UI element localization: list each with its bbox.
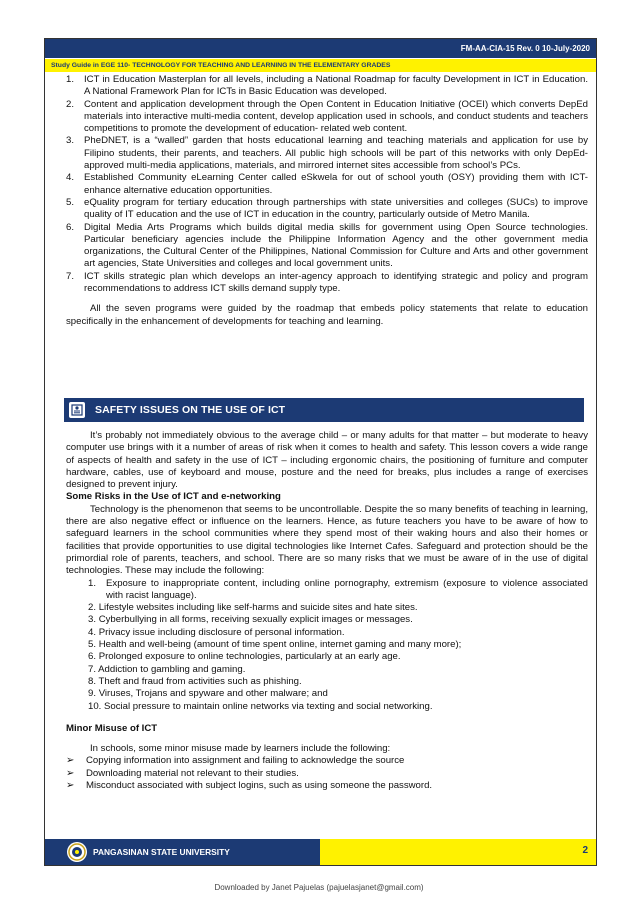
document-icon bbox=[69, 402, 85, 418]
list-item: 3. PheDNET, is a “walled” garden that hosts educational learning and teaching materials and application for use by Filipino students, their parents, and teachers. All public high schools will be part of this networks with only DepEd-approved multi-media applications, materials, and mirrored internet sites accessible from school’s PCs. bbox=[66, 135, 588, 172]
list-item: 9. Viruses, Trojans and spyware and other malware; and bbox=[88, 688, 328, 700]
list-item: 1. ICT in Education Masterplan for all levels, including a National Roadmap for faculty Development in ICT in Education. A National Framework Plan for ICTs in Basic Education was developed. bbox=[66, 74, 588, 98]
university-name: PANGASINAN STATE UNIVERSITY bbox=[93, 847, 230, 857]
list-item: ➢ Misconduct associated with subject logins, such as using someone the password. bbox=[66, 780, 433, 792]
list-item: 4. Established Community eLearning Center called eSkwela for out of school youth (OSY) providing them with ICT-enhance alternative education opportunities. bbox=[66, 172, 588, 196]
page-number: 2 bbox=[582, 845, 588, 856]
list-item: 3. Cyberbullying in all forms, receiving sexually explicit images or messages. bbox=[88, 614, 413, 626]
footer-left bbox=[45, 839, 320, 865]
university-seal-icon bbox=[67, 842, 87, 862]
programs-summary: All the seven programs were guided by the roadmap that embeds policy statements that relate to education specifically in the enhancement of developments for teaching and learning. bbox=[66, 303, 588, 327]
footer-right bbox=[320, 839, 596, 865]
list-item: 10. Social pressure to maintain online networks via texting and social networking. bbox=[88, 700, 433, 712]
section-header bbox=[64, 398, 584, 422]
risks-list bbox=[66, 578, 588, 713]
arrow-bullet-icon: ➢ bbox=[66, 780, 75, 792]
list-item: ➢ Copying information into assignment and failing to acknowledge the source bbox=[66, 755, 405, 767]
misuse-intro: In schools, some minor misuse made by learners include the following: bbox=[90, 743, 391, 755]
list-item: 7. ICT skills strategic plan which develops an inter-agency approach to identifying strategic and policy and program recommendations to address ICT skills demand supply type. bbox=[66, 270, 588, 295]
list-item: 5. Health and well-being (amount of time spent online, internet gaming and many more); bbox=[88, 639, 462, 651]
risks-intro: Technology is the phenomenon that seems to be uncontrollable. Despite the so many benefits of teaching in learning, there are also negative effect or influence on the learners. Hence, as future teachers you have to be aware of how to safeguard learners in the school communities where they spend most of their waking hours and also their homes or facilities that provide opportunities to use digital technologies like Internet Cafes. Safeguard and protection should be the primordial role of parents, teachers, and school. There are so many risks that we must be aware of in the use of digital technologies. These may include the following: bbox=[66, 503, 588, 577]
footer-bar bbox=[45, 839, 596, 865]
arrow-bullet-icon: ➢ bbox=[66, 767, 75, 779]
list-item: 7. Addiction to gambling and gaming. bbox=[88, 663, 246, 675]
programs-section bbox=[66, 74, 588, 328]
safety-intro: It’s probably not immediately obvious to the average child – or many adults for that matter – but moderate to heavy computer use brings with it a number of areas of risk when it comes to health and safety. This lesson covers a wide range of aspects of health and safety in the use of ICT – including ergonomic chairs, the positioning of furniture and computer hardware, cables, use of keyboard and mouse, posture and the need for breaks, plus includes a range of exercises designed to prevent injury. bbox=[66, 430, 588, 491]
list-item: 2. Content and application development through the Open Content in Education Initiative (OCEI) which converts DepEd materials into interactive multi-media content, develop application used in schools, and conduct students and teachers competitions to promote the development of education- related web content. bbox=[66, 98, 588, 135]
list-item: 6. Prolonged exposure to online technologies, particularly at an early age. bbox=[88, 651, 401, 663]
list-item: 2. Lifestyle websites including like self-harms and suicide sites and hate sites. bbox=[88, 602, 418, 614]
study-guide-title: Study Guide in EGE 110- TECHNOLOGY FOR TEACHING AND LEARNING IN THE ELEMENTARY GRADES bbox=[51, 62, 391, 69]
programs-list bbox=[66, 74, 588, 295]
section-title: SAFETY ISSUES ON THE USE OF ICT bbox=[95, 404, 286, 416]
form-code: FM-AA-CIA-15 Rev. 0 10-July-2020 bbox=[460, 44, 590, 53]
study-guide-bar bbox=[45, 59, 596, 72]
list-item: 8. Theft and fraud from activities such as phishing. bbox=[88, 675, 302, 687]
safety-section bbox=[66, 430, 588, 792]
risks-heading: Some Risks in the Use of ICT and e-networking bbox=[66, 491, 281, 503]
form-code-bar bbox=[45, 39, 596, 58]
list-item: 4. Privacy issue including disclosure of personal information. bbox=[88, 626, 345, 638]
download-note: Downloaded by Janet Pajuelas (pajuelasjanet@gmail.com) bbox=[214, 883, 424, 892]
list-item: 6. Digital Media Arts Programs which builds digital media skills for government using Open Source technologies. Particular beneficiary agencies include the Philippine Information Agency and the other government media organizations, the Cultural Center of the Philippines, National Commission for Culture and Arts and other government art agencies, State Universities and colleges and local government units. bbox=[66, 221, 588, 270]
list-item: 5. eQuality program for tertiary education through partnerships with state universities and colleges (SUCs) to improve quality of IT education and the use of ICT in education in the country, particularly outside of Metro Manila. bbox=[66, 196, 588, 221]
list-item: 1. Exposure to inappropriate content, including online pornography, extremism (exposure to violence associated with racist language). bbox=[88, 577, 588, 601]
arrow-bullet-icon: ➢ bbox=[66, 755, 75, 767]
list-item: ➢ Downloading material not relevant to their studies. bbox=[66, 767, 299, 779]
misuse-heading: Minor Misuse of ICT bbox=[66, 722, 158, 734]
misuse-list bbox=[66, 755, 588, 792]
